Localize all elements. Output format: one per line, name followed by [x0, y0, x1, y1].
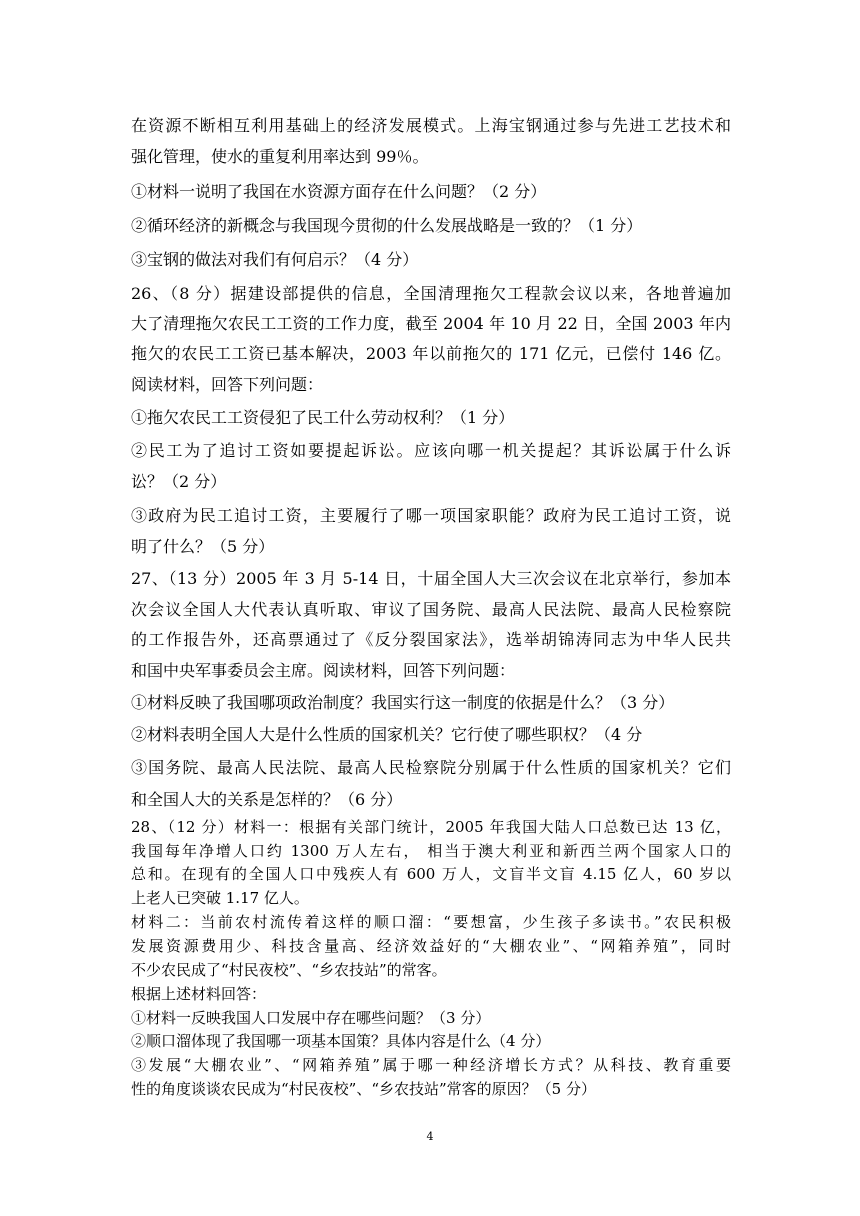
question-item: ③国务院、最高人民法院、最高人民检察院分别属于什么性质的国家机关？它们 — [131, 758, 731, 777]
question-item: ①拖欠农民工工资侵犯了民工什么劳动权利？（1 分） — [131, 408, 515, 427]
text-line: 和全国人大的关系是怎样的？（6 分） — [131, 790, 403, 809]
text-line: 总和。在现有的全国人口中残疾人有 600 万人，文盲半文盲 4.15 亿人，60 岁以 — [131, 865, 731, 883]
question-heading: 27、（13 分）2005 年 3 月 5-14 日，十届全国人大三次会议在北京举行，参加本 — [131, 569, 731, 588]
text-line: 在资源不断相互利用基础上的经济发展模式。上海宝钢通过参与先进工艺技术和 — [131, 116, 731, 135]
question-item: ①材料一反映我国人口发展中存在哪些问题？（3 分） — [131, 1009, 491, 1027]
text-line: 发展资源费用少、科技含量高、经济效益好的“大棚农业”、“网箱养殖”，同时 — [131, 937, 731, 955]
question-heading: 26、（8 分）据建设部提供的信息，全国清理拖欠工程款会议以来，各地普遍加 — [131, 284, 731, 303]
text-line: 讼？（2 分） — [131, 472, 227, 491]
question-item: ①材料反映了我国哪项政治制度？我国实行这一制度的依据是什么？（3 分） — [131, 693, 675, 712]
question-item: ③宝钢的做法对我们有何启示？（4 分） — [131, 250, 419, 269]
question-item: ②民工为了追讨工资如要提起诉讼。应该向哪一机关提起？其诉讼属于什么诉 — [131, 441, 731, 460]
question-item: ①材料一说明了我国在水资源方面存在什么问题？（2 分） — [131, 182, 547, 201]
question-item: ③政府为民工追讨工资，主要履行了哪一项国家职能？政府为民工追讨工资，说 — [131, 506, 731, 525]
text-line: 大了清理拖欠农民工工资的工作力度，截至 2004 年 10 月 22 日，全国 2003 年内 — [131, 314, 731, 333]
text-line: 明了什么？（5 分） — [131, 537, 275, 556]
question-heading: 28、（12 分）材料一：根据有关部门统计，2005 年我国大陆人口总数已达 13 亿， — [131, 818, 731, 836]
text-line: 阅读材料，回答下列问题： — [131, 375, 324, 394]
text-line: 次会议全国人大代表认真听取、审议了国务院、最高人民法院、最高人民检察院 — [131, 600, 731, 619]
text-line: 材料二：当前农村流传着这样的顺口溜：“要想富，少生孩子多读书。”农民积极 — [131, 913, 731, 931]
question-item: ②顺口溜体现了我国哪一项基本国策？具体内容是什么（4 分） — [131, 1032, 551, 1050]
text-line: 上老人已突破 1.17 亿人。 — [131, 889, 309, 907]
text-line: 和国中央军事委员会主席。阅读材料，回答下列问题： — [131, 661, 516, 680]
question-item: ②材料表明全国人大是什么性质的国家机关？它行使了哪些职权？（4 分 — [131, 725, 643, 744]
text-line: 强化管理，使水的重复利用率达到 99％。 — [131, 147, 429, 166]
text-line: 拖欠的农民工工资已基本解决，2003 年以前拖欠的 171 亿元，已偿付 146 亿。 — [131, 344, 731, 363]
text-line: 不少农民成了“村民夜校”、“乡农技站”的常客。 — [131, 961, 447, 979]
question-item: ②循环经济的新概念与我国现今贯彻的什么发展战略是一致的？（1 分） — [131, 216, 643, 235]
text-line: 根据上述材料回答： — [131, 985, 267, 1003]
text-line: 我国每年净增人口约 1300 万人左右， 相当于澳大利亚和新西兰两个国家人口的 — [131, 842, 731, 860]
text-line: 的工作报告外，还高票通过了《反分裂国家法》，选举胡锦涛同志为中华人民共 — [131, 630, 731, 649]
page-number: 4 — [426, 1130, 434, 1143]
question-item: ③发展“大棚农业”、“网箱养殖”属于哪一种经济增长方式？从科技、教育重要 — [131, 1056, 731, 1074]
text-line: 性的角度谈谈农民成为“村民夜校”、“乡农技站”常客的原因？（5 分） — [131, 1080, 596, 1098]
